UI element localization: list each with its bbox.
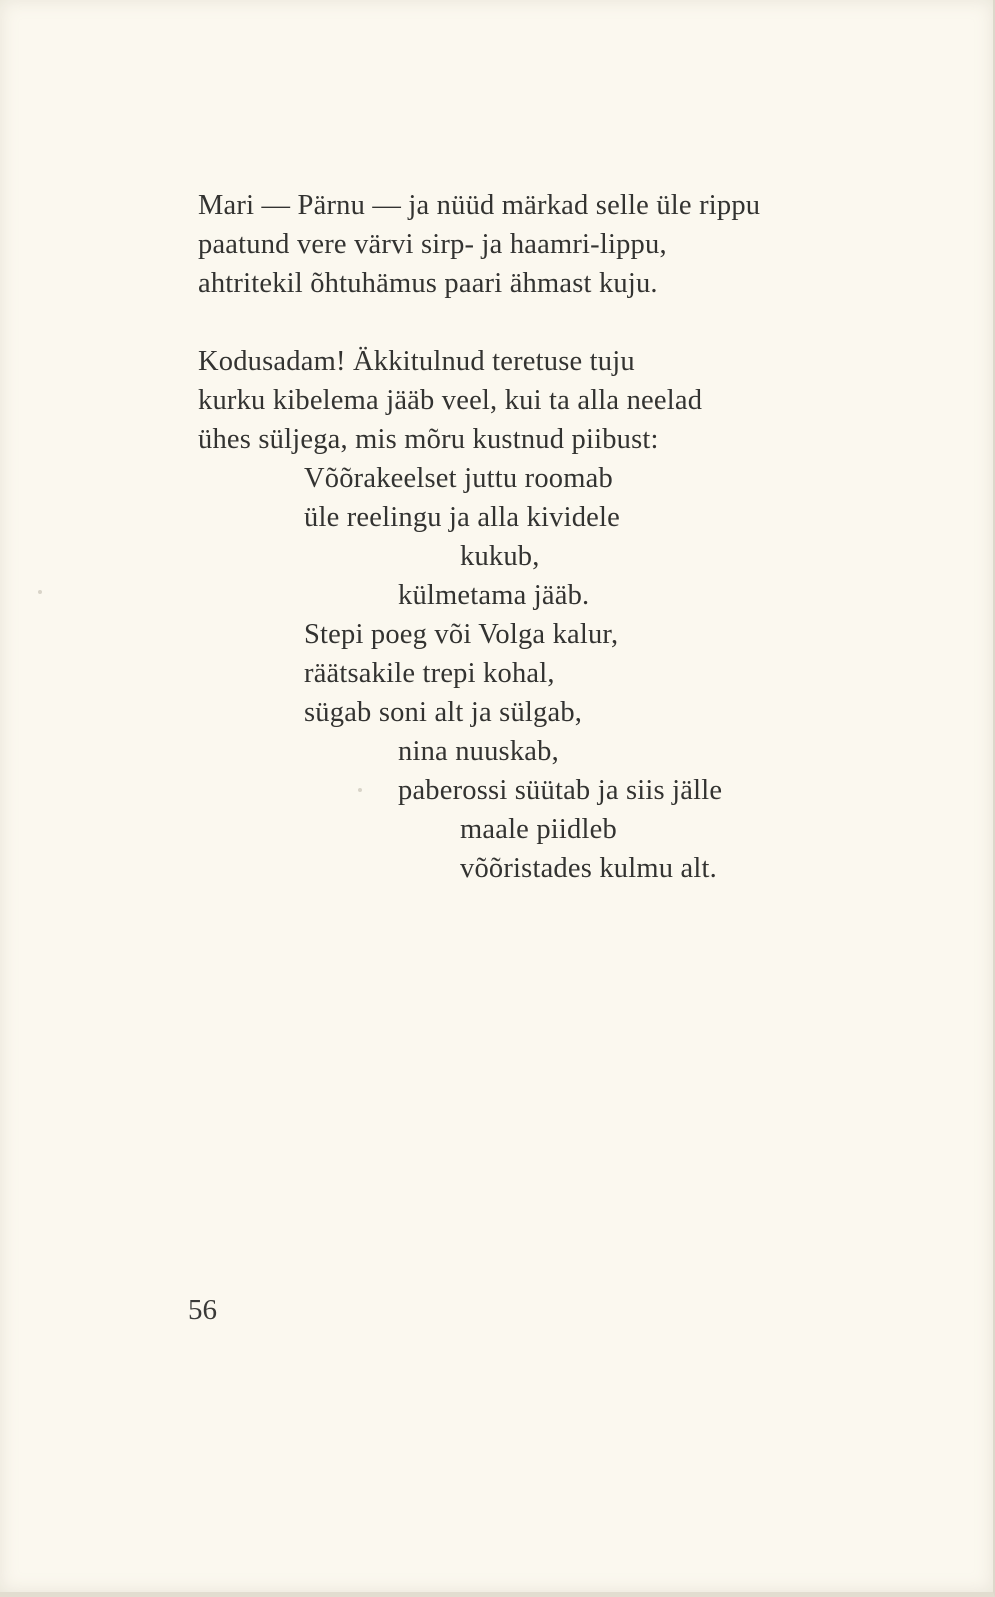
poem-line: Võõrakeelset juttu roomab (304, 463, 613, 494)
poem-line: ahtritekil õhtuhämus paari ähmast kuju. (198, 268, 658, 299)
poem-line: Stepi poeg või Volga kalur, (304, 619, 619, 650)
poem-line: räätsakile trepi kohal, (304, 658, 555, 689)
poem-line: külmetama jääb. (398, 580, 590, 611)
poem-line: Mari — Pärnu — ja nüüd märkad selle üle rippu (198, 190, 761, 221)
stanza-gap (198, 303, 958, 342)
poem-text (198, 186, 958, 888)
paper-speck (358, 788, 362, 792)
poem-line: paatund vere värvi sirp- ja haamri-lippu, (198, 229, 667, 260)
poem-line: üle reelingu ja alla kividele (304, 502, 621, 533)
paper-speck (38, 590, 42, 594)
poem-line: sügab soni alt ja sülgab, (304, 697, 583, 728)
poem-line: kurku kibelema jääb veel, kui ta alla neelad (198, 385, 703, 416)
poem-line: ühes süljega, mis mõru kustnud piibust: (198, 424, 659, 455)
poem-line: Kodusadam! Äkkitulnud teretuse tuju (198, 346, 635, 377)
poem-line: võõristades kulmu alt. (460, 853, 717, 884)
poem-line: nina nuuskab, (398, 736, 559, 767)
poem-line: paberossi süütab ja siis jälle (398, 775, 723, 806)
poem-line: maale piidleb (460, 814, 617, 845)
page-number: 56 (188, 1294, 217, 1326)
poem-line: kukub, (460, 541, 540, 572)
